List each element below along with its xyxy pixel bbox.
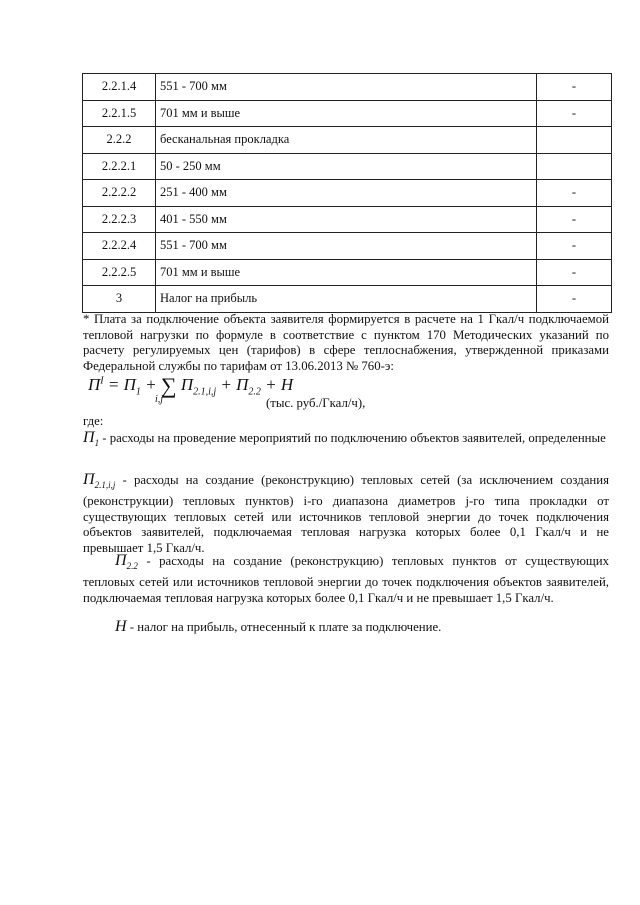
fee-formula: $П^I = П_1$ + ∑ $П_{2.1,i,j} + П_{2.2} + Н$ i,j [88,373,294,405]
row-value-cell: - [537,100,612,127]
table-row [83,100,612,127]
row-name-cell: бесканальная прокладка [156,127,537,154]
row-name-cell: 251 - 400 мм [156,180,537,207]
definition-p1: $П_1$ - расходы на проведение мероприятий по подключению объектов заявителей, определенные [83,429,606,449]
table-row [83,206,612,233]
row-name-cell: Налог на прибыль [156,286,537,313]
row-number-cell: 2.2.2 [83,127,156,154]
definition-h-text: - налог на прибыль, отнесенный к плате за подключение. [126,620,442,634]
row-number-cell: 2.2.2.4 [83,233,156,260]
table-row [83,74,612,101]
formula-p21: $П_{2.1,i,j}$ [180,375,217,398]
table-body [83,74,612,313]
definition-p1-text: - расходы на проведение мероприятий по подключению объектов заявителей, определенные [99,431,606,445]
table-row [83,153,612,180]
row-value-cell: - [537,74,612,101]
sum-index: i,j [155,394,164,405]
definition-p21-text: - расходы на создание (реконструкцию) тепловых сетей (за исключением создания (реконструкции) тепловых пунктов) i-го диапазона диаметров j-го типа прокладки от существующих тепловых сетей или источников тепловой энергии до точек подключения объектов заявителей, подключаемая тепловая нагрузка которых более 0,1 Гкал/ч и не превышает 1,5 Гкал/ч. [83,473,609,555]
row-name-cell: 701 мм и выше [156,100,537,127]
definition-p22: $П_{2.2}$ - расходы на создание (реконструкцию) тепловых пунктов от существующих тепловых сетей или источников тепловой энергии до точек подключения объектов заявителей, подключаемая тепловая нагрузка которых более 0,1 Гкал/ч и не превышает 1,5 Гкал/ч. [83,552,609,605]
sum-symbol: ∑ [160,373,177,398]
row-value-cell: - [537,206,612,233]
table-row [83,233,612,260]
row-value-cell: - [537,180,612,207]
row-number-cell: 2.2.1.5 [83,100,156,127]
tariff-table [82,73,612,313]
row-name-cell: 551 - 700 мм [156,233,537,260]
row-number-cell: 2.2.2.5 [83,259,156,286]
row-value-cell [537,127,612,154]
definition-p22-text: - расходы на создание (реконструкцию) тепловых пунктов от существующих тепловых сетей или источников тепловой энергии до точек подключения объектов заявителей, подключаемая тепловая нагрузка которых более 0,1 Гкал/ч и не превышает 1,5 Гкал/ч. [83,554,609,605]
row-name-cell: 401 - 550 мм [156,206,537,233]
row-number-cell: 2.2.2.3 [83,206,156,233]
table-row [83,259,612,286]
row-number-cell: 3 [83,286,156,313]
definition-h: Н - налог на прибыль, отнесенный к плате за подключение. [115,618,442,635]
formula-h: Н [280,375,294,394]
footnote-text: * Плата за подключение объекта заявителя формируется в расчете на 1 Гкал/ч подключаемой тепловой нагрузки по формуле в соответствие с пунктом 170 Методических указаний по расчету регулируемых цен (тарифов) в сфере теплоснабжения, утвержденной приказами Федеральной службы по тарифам от 13.06.2013 № 760-э: [83,312,609,374]
row-name-cell: 701 мм и выше [156,259,537,286]
row-number-cell: 2.2.2.1 [83,153,156,180]
row-number-cell: 2.2.2.2 [83,180,156,207]
formula-p1: $П_1$ [123,375,141,398]
formula-p22: $П_{2.2}$ [236,375,261,398]
row-value-cell: - [537,233,612,260]
row-value-cell: - [537,286,612,313]
row-number-cell: 2.2.1.4 [83,74,156,101]
definition-p21: $П_{2.1,i,j}$ - расходы на создание (реконструкцию) тепловых сетей (за исключением создания (реконструкции) тепловых пунктов) i-го диапазона диаметров j-го типа прокладки от существующих тепловых сетей или источников тепловой энергии до точек подключения объектов заявителей, подключаемая тепловая нагрузка которых более 0,1 Гкал/ч и не превышает 1,5 Гкал/ч. [83,471,609,555]
formula-units: (тыс. руб./Гкал/ч), [266,396,366,410]
row-name-cell: 551 - 700 мм [156,74,537,101]
formula-lhs: $П^I$ [88,375,104,394]
where-label: где: [83,414,104,428]
table-row [83,286,612,313]
row-value-cell [537,153,612,180]
row-value-cell: - [537,259,612,286]
table-row [83,127,612,154]
row-name-cell: 50 - 250 мм [156,153,537,180]
table-row [83,180,612,207]
